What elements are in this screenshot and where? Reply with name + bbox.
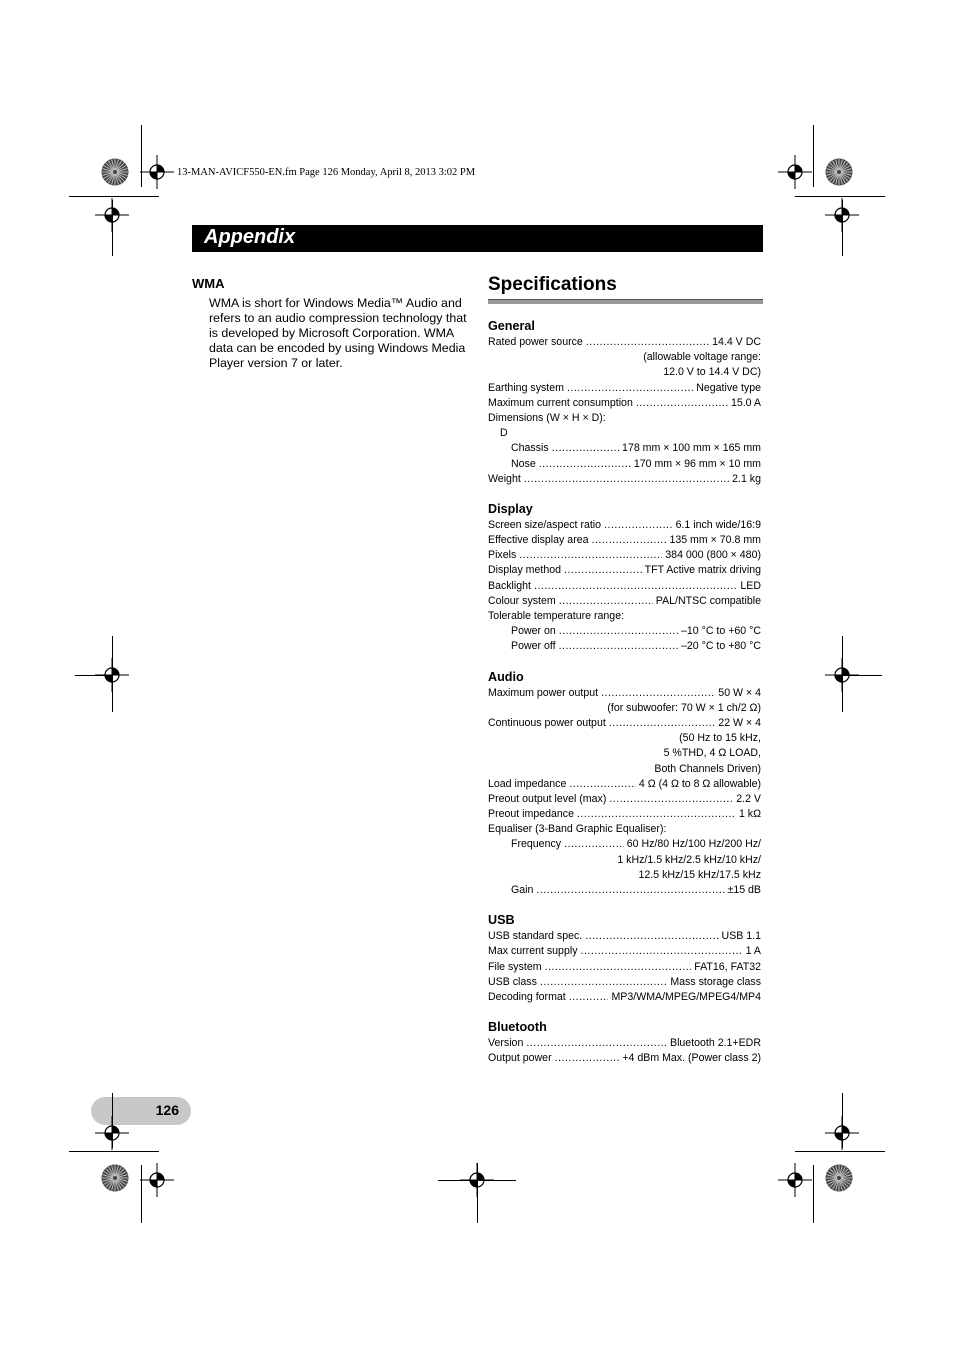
trim-line: [842, 636, 843, 712]
spec-row-load: [488, 777, 761, 792]
spec-note: (allowable voltage range:: [643, 351, 761, 364]
spec-value: TFT Active matrix driving: [644, 564, 761, 577]
leader-dots: [569, 990, 609, 1005]
spec-value: USB 1.1: [721, 930, 761, 943]
leader-dots: [552, 441, 619, 456]
registration-disc-icon: [825, 1164, 853, 1192]
registration-disc-icon: [101, 158, 129, 186]
spec-note: 12.0 V to 14.4 V DC): [663, 366, 761, 379]
leader-dots: [536, 883, 724, 898]
spec-label: Rated power source: [488, 336, 583, 348]
spec-value: Negative type: [696, 381, 761, 394]
spec-note: Both Channels Driven): [654, 762, 761, 775]
leader-dots: [567, 381, 693, 396]
spec-label: USB class: [488, 975, 537, 988]
specifications-title: Specifications: [488, 274, 617, 295]
trim-line: [112, 1093, 113, 1148]
leader-dots: [581, 944, 743, 959]
spec-row-cont-power: [488, 716, 761, 731]
spec-value: 170 mm × 96 mm × 10 mm: [633, 457, 761, 470]
leader-dots: [604, 518, 673, 533]
spec-value: 2.2 V: [736, 792, 761, 805]
trim-line: [813, 1165, 814, 1223]
spec-row-max-power: [488, 686, 761, 701]
trim-line: [477, 1163, 478, 1223]
spec-dimensions-label: Dimensions (W × H × D):: [488, 411, 606, 424]
spec-row-usb-fs: [488, 960, 761, 975]
spec-label: Gain: [511, 884, 534, 896]
spec-label: Nose: [511, 457, 536, 470]
spec-row-max-current: [488, 396, 761, 411]
bluetooth-heading: Bluetooth: [488, 1020, 547, 1035]
trim-line: [795, 196, 885, 197]
spec-equaliser-label: Equaliser (3-Band Graphic Equaliser):: [488, 823, 667, 836]
spec-value: 14.4 V DC: [712, 336, 761, 348]
spec-label: Weight: [488, 472, 521, 485]
leader-dots: [564, 563, 642, 578]
spec-value: –10 °C to +60 °C: [680, 625, 761, 638]
section-bar-title: Appendix: [204, 226, 296, 248]
spec-label: Backlight: [488, 579, 531, 592]
spec-row-frequency: [488, 837, 761, 852]
trim-line: [842, 1093, 843, 1148]
general-heading: General: [488, 319, 535, 333]
leader-dots: [564, 837, 624, 852]
spec-value: 22 W × 4: [718, 716, 761, 729]
audio-heading: Audio: [488, 669, 524, 684]
spec-label: Preout impedance: [488, 808, 574, 821]
spec-note: 12.5 kHz/15 kHz/17.5 kHz: [638, 868, 761, 881]
spec-label: Load impedance: [488, 777, 567, 790]
spec-value: 15.0 A: [730, 396, 761, 409]
leader-dots: [539, 457, 631, 472]
spec-row-effective: [488, 533, 761, 548]
spec-label: Display method: [488, 564, 562, 577]
spec-value: Mass storage class: [670, 975, 761, 988]
spec-row-usb-class: [488, 975, 761, 990]
leader-dots: [559, 624, 678, 639]
section-bar: [192, 225, 763, 252]
spec-label: Maximum current consumption: [488, 396, 633, 409]
spec-label: File system: [488, 960, 542, 973]
trim-line: [141, 125, 142, 187]
spec-row-nose: [488, 457, 761, 472]
trim-line: [112, 200, 113, 256]
leader-dots: [577, 807, 736, 822]
crosshair-icon: [140, 155, 174, 189]
spec-row-preout-level: [488, 792, 761, 807]
spec-value: Bluetooth 2.1+EDR: [670, 1037, 761, 1050]
leader-dots: [534, 579, 737, 594]
specifications-list: [488, 318, 761, 1067]
spec-row-earthing: [488, 381, 761, 396]
leader-dots: [609, 716, 716, 731]
spec-value: 178 mm × 100 mm × 165 mm: [622, 442, 761, 455]
spec-value: 135 mm × 70.8 mm: [669, 534, 761, 547]
spec-label: Earthing system: [488, 381, 564, 394]
spec-label: Preout output level (max): [488, 792, 607, 805]
spec-row-bt-version: [488, 1036, 761, 1051]
spec-label: Chassis: [511, 442, 549, 455]
spec-dimensions-sub: D: [500, 427, 508, 440]
spec-value: 1 kΩ: [738, 808, 761, 821]
spec-label: Screen size/aspect ratio: [488, 518, 602, 531]
spec-label: Pixels: [488, 549, 517, 562]
page-number: 126: [155, 1102, 179, 1118]
trim-line: [69, 196, 159, 197]
spec-value: FAT16, FAT32: [694, 960, 761, 973]
leader-dots: [585, 929, 718, 944]
spec-row-method: [488, 563, 761, 578]
spec-row-bt-output: [488, 1051, 761, 1066]
spec-row-rated-power: [488, 335, 761, 350]
spec-row-usb-supply: [488, 944, 761, 959]
spec-label: USB standard spec.: [488, 930, 583, 943]
spec-note: (50 Hz to 15 kHz,: [679, 732, 761, 745]
wma-title: WMA: [192, 276, 225, 291]
spec-label: Maximum power output: [488, 686, 599, 699]
spec-value: 1 A: [745, 945, 761, 958]
leader-dots: [586, 335, 709, 350]
spec-value: 50 W × 4: [718, 686, 761, 699]
spec-label: Version: [488, 1037, 524, 1050]
spec-row-power-on: [488, 624, 761, 639]
crosshair-icon: [140, 1163, 174, 1197]
spec-label: Output power: [488, 1052, 552, 1065]
trim-line: [112, 636, 113, 712]
leader-dots: [609, 792, 733, 807]
spec-tolerable-label: Tolerable temperature range:: [488, 610, 625, 622]
spec-value: PAL/NTSC compatible: [655, 594, 761, 607]
spec-label: Power on: [511, 625, 556, 638]
crosshair-icon: [778, 155, 812, 189]
leader-dots: [555, 1051, 620, 1066]
leader-dots: [601, 686, 715, 701]
display-heading: Display: [488, 501, 533, 516]
spec-label: Decoding format: [488, 990, 566, 1003]
leader-dots: [592, 533, 667, 548]
spec-value: +4 dBm Max. (Power class 2): [622, 1052, 761, 1065]
spec-row-pixels: [488, 548, 761, 563]
spec-label: Max current supply: [488, 945, 578, 958]
spec-row-preout-imp: [488, 807, 761, 822]
spec-value: –20 °C to +80 °C: [680, 640, 761, 653]
spec-value: 384 000 (800 × 480): [665, 549, 761, 562]
spec-value: 60 Hz/80 Hz/100 Hz/200 Hz/: [626, 838, 761, 851]
spec-value: 6.1 inch wide/16:9: [675, 518, 761, 531]
wma-body: WMA is short for Windows Media™ Audio and refers to an audio compression technology that is developed by Microsoft Corporation. WMA data can be encoded by using Windows Media Player version 7 or later.: [209, 296, 467, 370]
leader-dots: [545, 960, 692, 975]
trim-line: [842, 200, 843, 256]
spec-label: Colour system: [488, 594, 556, 607]
spec-value: MP3/WMA/MPEG/MPEG4/MP4: [611, 990, 761, 1003]
crosshair-icon: [778, 1163, 812, 1197]
trim-line: [69, 1151, 159, 1152]
trim-line: [813, 125, 814, 187]
spec-value: 4 Ω (4 Ω to 8 Ω allowable): [638, 777, 761, 790]
spec-value: LED: [740, 579, 761, 592]
spec-label: Continuous power output: [488, 716, 606, 729]
spec-value: ±15 dB: [727, 884, 761, 896]
leader-dots: [569, 777, 636, 792]
spec-label: Frequency: [511, 838, 562, 851]
spec-row-power-off: [488, 639, 761, 654]
spec-row-chassis: [488, 441, 761, 456]
spec-note: 5 %THD, 4 Ω LOAD,: [663, 747, 761, 760]
trim-line: [795, 1151, 885, 1152]
spec-note: 1 kHz/1.5 kHz/2.5 kHz/10 kHz/: [617, 853, 761, 866]
leader-dots: [526, 1036, 667, 1051]
spec-row-screen: [488, 518, 761, 533]
registration-disc-icon: [825, 158, 853, 186]
spec-label: Effective display area: [488, 534, 589, 547]
registration-disc-icon: [101, 1164, 129, 1192]
spec-row-weight: [488, 472, 761, 487]
spec-label: Power off: [511, 640, 556, 653]
spec-value: 2.1 kg: [732, 472, 761, 485]
leader-dots: [559, 594, 653, 609]
spec-row-colour: [488, 594, 761, 609]
spec-row-usb-decoding: [488, 990, 761, 1005]
trim-line: [141, 1165, 142, 1223]
spec-row-usb-standard: [488, 929, 761, 944]
leader-dots: [636, 396, 728, 411]
spec-row-backlight: [488, 579, 761, 594]
trim-line: [75, 675, 113, 676]
trim-line: [842, 675, 882, 676]
leader-dots: [519, 548, 662, 563]
print-header: 13-MAN-AVICF550-EN.fm Page 126 Monday, April 8, 2013 3:02 PM: [177, 167, 476, 178]
specifications-rule: [488, 299, 763, 304]
leader-dots: [524, 472, 729, 487]
usb-heading: USB: [488, 913, 515, 928]
spec-row-gain: [488, 883, 761, 898]
leader-dots: [559, 639, 678, 654]
spec-note: (for subwoofer: 70 W × 1 ch/2 Ω): [607, 701, 761, 714]
leader-dots: [540, 975, 667, 990]
